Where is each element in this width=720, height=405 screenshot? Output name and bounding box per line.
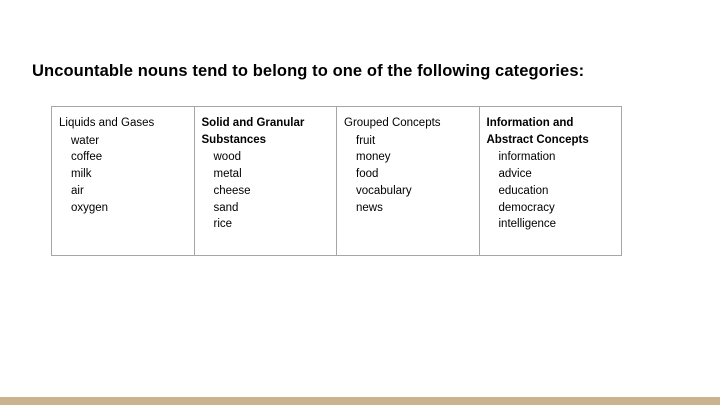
category-item: news (356, 201, 383, 214)
footer-accent-bar (0, 397, 720, 405)
category-item: intelligence (498, 218, 557, 231)
category-item-list (202, 149, 337, 233)
category-item: rice (213, 218, 233, 231)
category-item: democracy (498, 201, 555, 214)
category-column-solid-granular (195, 107, 338, 255)
category-item: money (356, 151, 391, 164)
categories-table (51, 106, 622, 256)
category-item: water (71, 134, 100, 147)
category-heading: Grouped Concepts (344, 117, 441, 129)
category-column-grouped-concepts (337, 107, 480, 255)
category-item: coffee (71, 151, 103, 164)
category-item: metal (213, 168, 242, 181)
category-item: air (71, 184, 84, 197)
category-heading: Information and Abstract Concepts (486, 117, 589, 146)
category-column-information-abstract (480, 107, 622, 255)
category-item: wood (213, 151, 241, 164)
category-item: cheese (213, 184, 251, 197)
category-heading: Liquids and Gases (59, 117, 155, 129)
category-item-list (487, 149, 622, 233)
slide-title: Uncountable nouns tend to belong to one of the following categories: (32, 62, 585, 80)
category-item: sand (213, 201, 239, 214)
category-item: education (498, 184, 549, 197)
category-item: food (356, 168, 379, 181)
category-item: oxygen (71, 201, 109, 214)
category-item: advice (498, 168, 532, 181)
category-item: information (498, 151, 556, 164)
category-heading: Solid and Granular Substances (201, 117, 305, 146)
category-item-list (59, 133, 194, 217)
category-column-liquids-gases (52, 107, 195, 255)
category-item: vocabulary (356, 184, 412, 197)
category-item: milk (71, 168, 92, 181)
category-item: fruit (356, 134, 376, 147)
category-item-list (344, 133, 479, 217)
